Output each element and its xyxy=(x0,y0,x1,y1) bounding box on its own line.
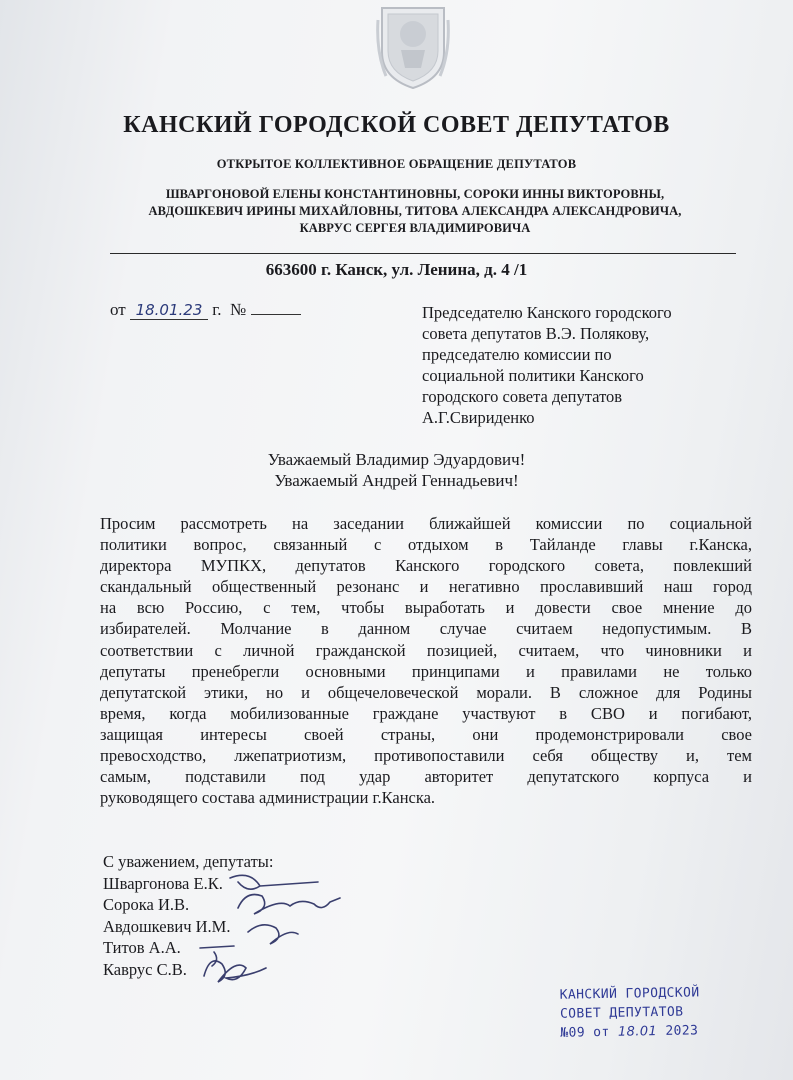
stamp-number-line xyxy=(560,1020,760,1042)
addressee-line: совета депутатов В.Э. Полякову, xyxy=(422,324,650,343)
council-title: КАНСКИЙ ГОРОДСКОЙ СОВЕТ ДЕПУТАТОВ xyxy=(123,112,670,138)
coat-of-arms-emblem xyxy=(376,2,450,90)
signer-name: Сорока И.В. xyxy=(103,895,190,914)
signer-name: Каврус С.В. xyxy=(103,959,187,979)
signer-name: Шваргонова Е.К. xyxy=(103,873,223,893)
signer-name: Титов А.А. xyxy=(103,938,181,957)
addressee-line: социальной политики Канского xyxy=(422,366,644,385)
date-line xyxy=(110,300,301,320)
body-line: время, когда мобилизованные граждане участвуют в СВО и погибают, xyxy=(100,703,752,723)
handwritten-signatures xyxy=(190,868,350,998)
body-line: депутаты пренебрегли основными принципами и правилами не только xyxy=(100,661,752,681)
number-label: № xyxy=(230,300,247,319)
body-line: Просим рассмотреть на заседании ближайшей комиссии по социальной xyxy=(100,514,752,533)
deputies-names xyxy=(120,186,710,237)
stamp-line: СОВЕТ ДЕПУТАТОВ xyxy=(559,1004,684,1022)
body-line: скандальный общественный резонанс и негативно прославивший наш город xyxy=(100,577,752,597)
body-line: политики вопрос, связанный с отдыхом в Тайланде главы г.Канска, xyxy=(100,535,752,555)
body-line: на всю Россию, с тем, чтобы выработать и довести свое мнение до xyxy=(100,598,752,618)
body-line: соответствии с личной гражданской позицией, считаем, что чиновники и xyxy=(100,640,752,660)
stamp-number: №09 от xyxy=(560,1024,610,1041)
deputies-names-line: ШВАРГОНОВОЙ ЕЛЕНЫ КОНСТАНТИНОВНЫ, СОРОКИ ИННЫ ВИКТОРОВНЫ, xyxy=(165,187,665,201)
body-line: превосходство, лжепатриотизм, противопоставили себя обществу и, тем xyxy=(100,746,752,766)
addressee-line: председателю комиссии по xyxy=(422,345,612,364)
body-line: депутатской этики, но и общечеловеческой морали. В сложное для Родины xyxy=(100,682,752,702)
body-line: самым, подставили под удар авторитет депутатского корпуса и xyxy=(100,767,752,787)
stamp-date: 18.01 xyxy=(617,1024,658,1040)
addressee-block xyxy=(422,302,762,428)
stamp-year: 2023 xyxy=(665,1023,699,1039)
body-line: избирателей. Молчание в данном случае считаем недопустимым. В xyxy=(100,619,752,639)
body-line: руководящего состава администрации г.Канска. xyxy=(100,788,436,808)
body-line: защищая интересы своей страны, они продемонстрировали свое xyxy=(100,724,752,744)
date-year-suffix: г. xyxy=(212,300,222,319)
number-blank xyxy=(251,300,301,315)
deputies-names-line: КАВРУС СЕРГЕЯ ВЛАДИМИРОВИЧА xyxy=(299,221,531,235)
greetings xyxy=(0,449,793,491)
stamp-line: КАНСКИЙ ГОРОДСКОЙ xyxy=(559,985,700,1003)
deputies-names-line: АВДОШКЕВИЧ ИРИНЫ МИХАЙЛОВНЫ, ТИТОВА АЛЕКСАНДРА АЛЕКСАНДРОВИЧА, xyxy=(148,204,682,218)
addressee-line: Председателю Канского городского xyxy=(422,303,672,322)
closing-regards: С уважением, депутаты: xyxy=(103,852,274,871)
letter-body xyxy=(100,513,752,808)
header-divider xyxy=(110,253,736,254)
greeting-line: Уважаемый Андрей Геннадьевич! xyxy=(274,471,519,490)
greeting-line: Уважаемый Владимир Эдуардович! xyxy=(267,450,526,469)
signer-name: Авдошкевич И.М. xyxy=(103,916,231,936)
body-line: директора МУПКХ, депутатов Канского городского совета, повлекший xyxy=(100,556,752,576)
handwritten-date: 18.01.23 xyxy=(130,302,208,320)
council-address: 663600 г. Канск, ул. Ленина, д. 4 /1 xyxy=(265,260,528,279)
appeal-subtitle: ОТКРЫТОЕ КОЛЛЕКТИВНОЕ ОБРАЩЕНИЕ ДЕПУТАТОВ xyxy=(216,157,577,171)
date-prefix: от xyxy=(110,300,126,319)
registration-stamp xyxy=(560,982,761,1042)
addressee-line: А.Г.Свириденко xyxy=(422,408,535,427)
addressee-line: городского совета депутатов xyxy=(422,387,623,406)
